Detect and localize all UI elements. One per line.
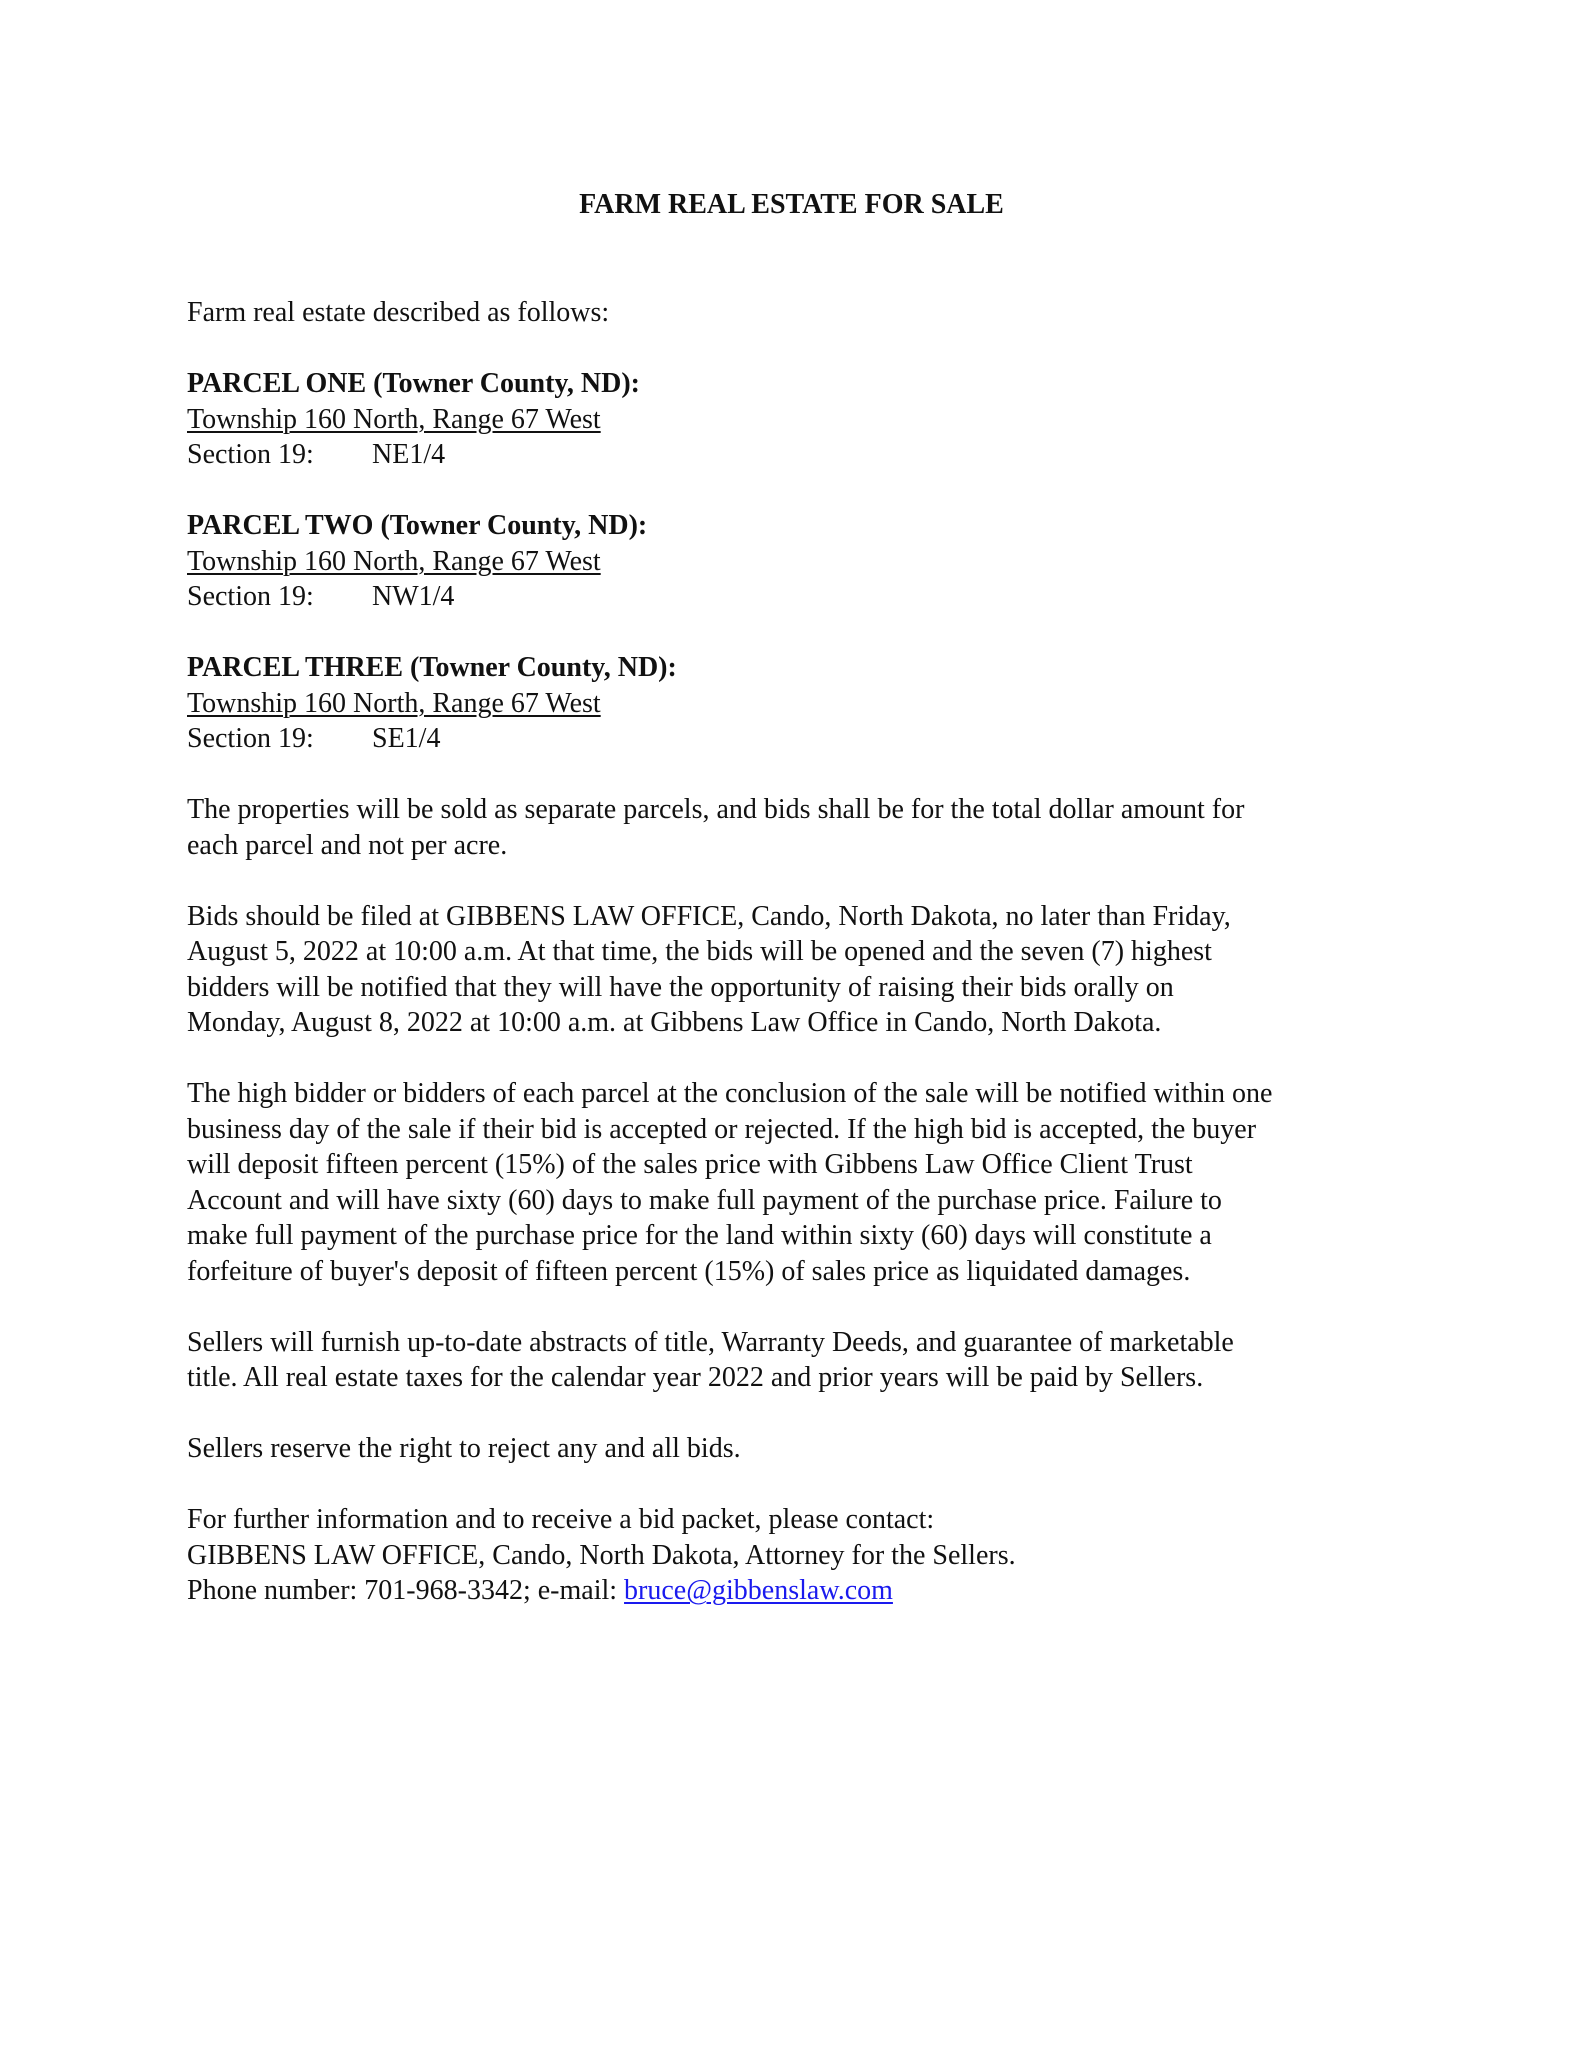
contact-phone: Phone number: 701-968-3342; e-mail: — [187, 1575, 625, 1606]
parcel-township: Township 160 North, Range 67 West — [187, 687, 601, 719]
intro-text: Farm real estate described as follows: — [187, 297, 610, 328]
paragraph-line: August 5, 2022 at 10:00 a.m. At that time, the bids will be opened and the seven (7) highest — [187, 936, 1212, 967]
parcel-section-value: SE1/4 — [372, 723, 441, 754]
document-body — [187, 295, 1417, 1609]
email-link[interactable]: bruce@gibbenslaw.com — [624, 1575, 893, 1606]
parcel-heading: PARCEL TWO (Towner County, ND): — [187, 510, 648, 541]
contact-line: GIBBENS LAW OFFICE, Cando, North Dakota, Attorney for the Sellers. — [187, 1539, 1016, 1571]
document-title: FARM REAL ESTATE FOR SALE — [579, 189, 1004, 220]
contact-line: For further information and to receive a bid packet, please contact: — [187, 1504, 935, 1535]
parcel-section-label: Section 19: — [187, 581, 314, 612]
paragraph-line: each parcel and not per acre. — [187, 829, 508, 861]
paragraph-line: title. All real estate taxes for the calendar year 2022 and prior years will be paid by Sellers. — [187, 1362, 1204, 1393]
paragraph-line: Account and will have sixty (60) days to make full payment of the purchase price. Failure to — [187, 1184, 1222, 1216]
paragraph-line: forfeiture of buyer's deposit of fifteen percent (15%) of sales price as liquidated damages. — [187, 1255, 1191, 1287]
paragraph-line: make full payment of the purchase price for the land within sixty (60) days will constitute a — [187, 1220, 1212, 1251]
parcel-section-value: NW1/4 — [372, 581, 455, 612]
parcel-township: Township 160 North, Range 67 West — [187, 403, 601, 435]
parcel-two — [187, 508, 1417, 615]
parcel-section-label: Section 19: — [187, 439, 314, 470]
parcel-section-value: NE1/4 — [372, 439, 446, 470]
separate-parcels-paragraph — [187, 792, 1417, 863]
parcel-section-label: Section 19: — [187, 723, 314, 754]
paragraph-line: business day of the sale if their bid is accepted or rejected. If the high bid is accepted, the buyer — [187, 1113, 1257, 1145]
paragraph-line: The properties will be sold as separate parcels, and bids shall be for the total dollar amount for — [187, 794, 1245, 825]
paragraph-line: bidders will be notified that they will have the opportunity of raising their bids orally on — [187, 971, 1174, 1003]
paragraph-line: will deposit fifteen percent (15%) of the sales price with Gibbens Law Office Client Trust — [187, 1149, 1193, 1180]
high-bidder-paragraph — [187, 1076, 1417, 1289]
parcel-three — [187, 650, 1417, 757]
parcel-heading: PARCEL ONE (Towner County, ND): — [187, 368, 640, 399]
paragraph-line: Sellers will furnish up-to-date abstracts of title, Warranty Deeds, and guarantee of marketable — [187, 1326, 1234, 1358]
paragraph-line: The high bidder or bidders of each parcel at the conclusion of the sale will be notified within one — [187, 1078, 1273, 1109]
paragraph-line: Sellers reserve the right to reject any and all bids. — [187, 1433, 741, 1464]
paragraph-line: Monday, August 8, 2022 at 10:00 a.m. at Gibbens Law Office in Cando, North Dakota. — [187, 1007, 1162, 1038]
paragraph-line: Bids should be filed at GIBBENS LAW OFFICE, Cando, North Dakota, no later than Friday, — [187, 900, 1231, 932]
contact-block — [187, 1502, 1417, 1609]
parcel-township: Township 160 North, Range 67 West — [187, 545, 601, 577]
parcel-heading: PARCEL THREE (Towner County, ND): — [187, 652, 677, 683]
parcel-one — [187, 366, 1417, 473]
reserve-paragraph — [187, 1431, 1417, 1467]
bids-paragraph — [187, 899, 1417, 1041]
sellers-furnish-paragraph — [187, 1325, 1417, 1396]
